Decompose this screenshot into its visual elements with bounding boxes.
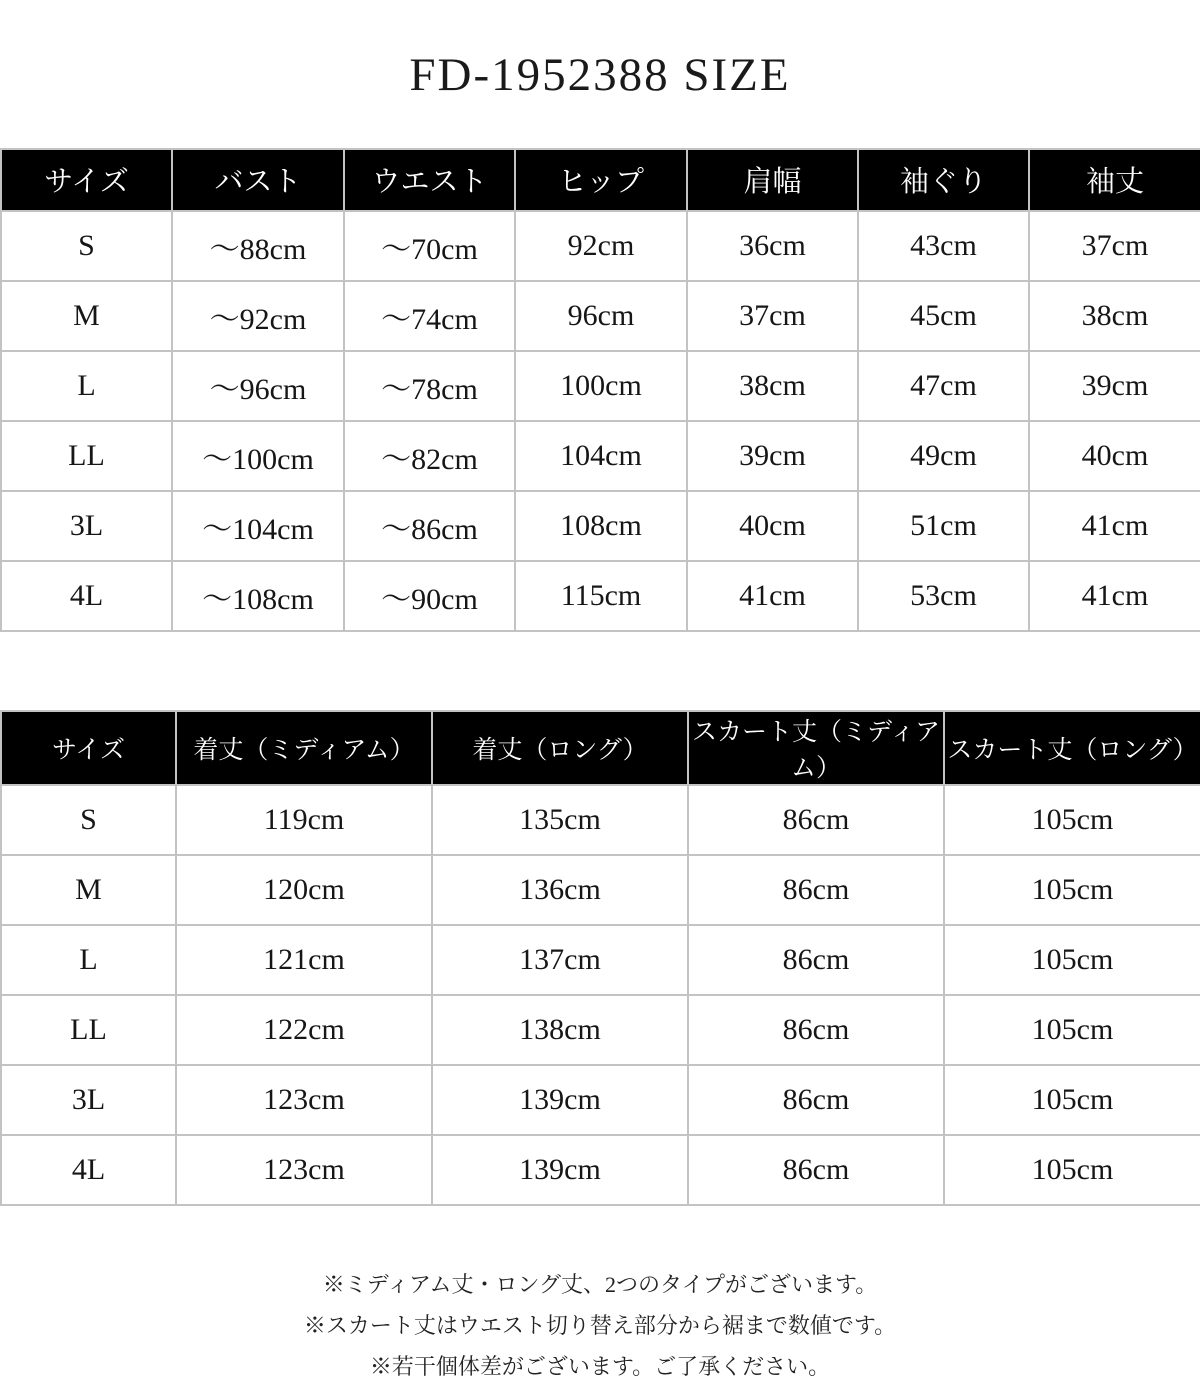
shoulder-cell: 41cm [687, 561, 858, 631]
shoulder-cell: 38cm [687, 351, 858, 421]
column-header-hip: ヒップ [515, 149, 687, 211]
length-long-cell: 139cm [432, 1065, 688, 1135]
size-cell: 3L [1, 1065, 176, 1135]
table-row [1, 925, 1200, 995]
column-header-sleeve: 袖丈 [1029, 149, 1200, 211]
waist-cell: ～74cm [344, 281, 515, 351]
waist-cell: ～86cm [344, 491, 515, 561]
sleeve-cell: 38cm [1029, 281, 1200, 351]
length-long-cell: 137cm [432, 925, 688, 995]
table-row [1, 211, 1200, 281]
bust-cell: ～104cm [172, 491, 344, 561]
column-header-bust: バスト [172, 149, 344, 211]
length-long-cell: 135cm [432, 785, 688, 855]
hip-cell: 100cm [515, 351, 687, 421]
length-medium-cell: 123cm [176, 1065, 432, 1135]
hip-cell: 92cm [515, 211, 687, 281]
length-long-cell: 136cm [432, 855, 688, 925]
hip-cell: 96cm [515, 281, 687, 351]
footnote-skirt-measurement: ※スカート丈はウエスト切り替え部分から裾まで数値です。 [303, 1312, 897, 1338]
table-row [1, 491, 1200, 561]
size-cell: LL [1, 421, 172, 491]
length-medium-cell: 122cm [176, 995, 432, 1065]
skirt-long-cell: 105cm [944, 855, 1200, 925]
skirt-long-cell: 105cm [944, 785, 1200, 855]
length-long-cell: 139cm [432, 1135, 688, 1205]
table-row [1, 421, 1200, 491]
waist-cell: ～78cm [344, 351, 515, 421]
bust-cell: ～108cm [172, 561, 344, 631]
bust-cell: ～92cm [172, 281, 344, 351]
armhole-cell: 43cm [858, 211, 1029, 281]
shoulder-cell: 37cm [687, 281, 858, 351]
armhole-cell: 49cm [858, 421, 1029, 491]
table-row [1, 1135, 1200, 1205]
size-cell: LL [1, 995, 176, 1065]
armhole-cell: 47cm [858, 351, 1029, 421]
shoulder-cell: 40cm [687, 491, 858, 561]
skirt-medium-cell: 86cm [688, 785, 944, 855]
column-header-shoulder: 肩幅 [687, 149, 858, 211]
table-row [1, 855, 1200, 925]
skirt-medium-cell: 86cm [688, 1065, 944, 1135]
table-row [1, 995, 1200, 1065]
length-medium-cell: 119cm [176, 785, 432, 855]
skirt-long-cell: 105cm [944, 995, 1200, 1065]
hip-cell: 108cm [515, 491, 687, 561]
sleeve-cell: 41cm [1029, 491, 1200, 561]
table-row [1, 561, 1200, 631]
footnote-type: ※ミディアム丈・ロング丈、2つのタイプがございます。 [322, 1271, 878, 1297]
page-title: FD-1952388 SIZE [409, 49, 791, 101]
hip-cell: 115cm [515, 561, 687, 631]
sleeve-cell: 39cm [1029, 351, 1200, 421]
length-header-row [1, 711, 1200, 785]
shoulder-cell: 39cm [687, 421, 858, 491]
waist-cell: ～90cm [344, 561, 515, 631]
size-cell: M [1, 281, 172, 351]
length-medium-cell: 123cm [176, 1135, 432, 1205]
hip-cell: 104cm [515, 421, 687, 491]
sleeve-cell: 37cm [1029, 211, 1200, 281]
size-cell: 4L [1, 1135, 176, 1205]
bust-cell: ～88cm [172, 211, 344, 281]
column-header-skirt-medium: スカート丈（ミディアム） [688, 711, 944, 785]
armhole-cell: 51cm [858, 491, 1029, 561]
column-header-length-long: 着丈（ロング） [432, 711, 688, 785]
sleeve-cell: 41cm [1029, 561, 1200, 631]
column-header-armhole: 袖ぐり [858, 149, 1029, 211]
column-header-skirt-long: スカート丈（ロング） [944, 711, 1200, 785]
skirt-long-cell: 105cm [944, 1135, 1200, 1205]
table-row [1, 1065, 1200, 1135]
length-medium-cell: 121cm [176, 925, 432, 995]
skirt-medium-cell: 86cm [688, 855, 944, 925]
bust-cell: ～100cm [172, 421, 344, 491]
table-row [1, 351, 1200, 421]
size-cell: 4L [1, 561, 172, 631]
column-header-length-medium: 着丈（ミディアム） [176, 711, 432, 785]
bust-cell: ～96cm [172, 351, 344, 421]
length-medium-cell: 120cm [176, 855, 432, 925]
footnotes [0, 1264, 1200, 1387]
skirt-medium-cell: 86cm [688, 1135, 944, 1205]
size-cell: L [1, 925, 176, 995]
column-header-size: サイズ [1, 711, 176, 785]
size-cell: S [1, 785, 176, 855]
skirt-medium-cell: 86cm [688, 995, 944, 1065]
armhole-cell: 45cm [858, 281, 1029, 351]
size-cell: L [1, 351, 172, 421]
table-row [1, 785, 1200, 855]
table-row [1, 281, 1200, 351]
footnote-variance: ※若干個体差がございます。ご了承ください。 [369, 1353, 831, 1379]
body-measurement-table [0, 148, 1200, 632]
column-header-waist: ウエスト [344, 149, 515, 211]
measurement-header-row [1, 149, 1200, 211]
sleeve-cell: 40cm [1029, 421, 1200, 491]
shoulder-cell: 36cm [687, 211, 858, 281]
size-cell: 3L [1, 491, 172, 561]
size-cell: S [1, 211, 172, 281]
armhole-cell: 53cm [858, 561, 1029, 631]
skirt-medium-cell: 86cm [688, 925, 944, 995]
waist-cell: ～82cm [344, 421, 515, 491]
length-long-cell: 138cm [432, 995, 688, 1065]
column-header-size: サイズ [1, 149, 172, 211]
garment-length-table [0, 710, 1200, 1206]
waist-cell: ～70cm [344, 211, 515, 281]
skirt-long-cell: 105cm [944, 925, 1200, 995]
skirt-long-cell: 105cm [944, 1065, 1200, 1135]
size-cell: M [1, 855, 176, 925]
